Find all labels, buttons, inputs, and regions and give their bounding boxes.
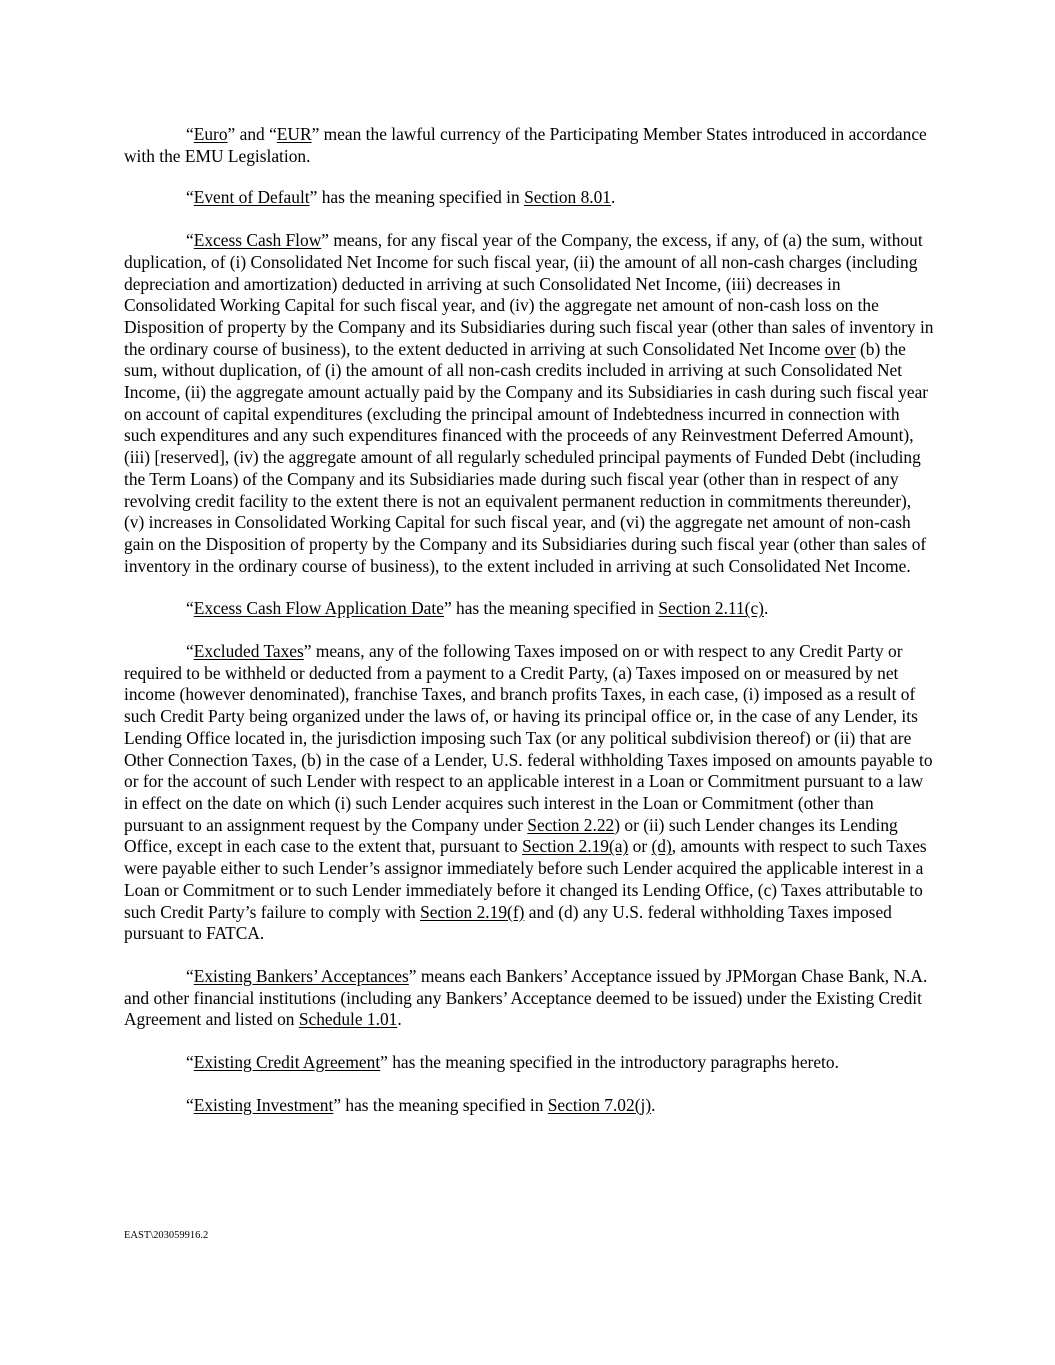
defined-term-excess-cash-flow: Excess Cash Flow xyxy=(193,230,322,251)
section-reference: Section 2.19(a) xyxy=(522,836,629,857)
section-reference: Section 2.19(f) xyxy=(420,901,525,922)
definition-existing-bankers-acceptances: “Existing Bankers’ Acceptances” means each Bankers’ Acceptance issued by JPMorgan Chase Bank, N.A. and other financial institutions (including any Bankers’ Acceptance deemed to be issued) under the Existing Credit Agreement and listed on Schedule 1.01. xyxy=(124,965,928,1030)
defined-term-existing-credit-agreement: Existing Credit Agreement xyxy=(193,1052,381,1073)
section-reference: Section 8.01 xyxy=(524,187,612,208)
definition-excess-cash-flow-application-date: “Excess Cash Flow Application Date” has the meaning specified in Section 2.11(c). xyxy=(186,598,769,619)
defined-term-existing-bankers-acceptances: Existing Bankers’ Acceptances xyxy=(193,965,409,986)
defined-term-existing-investment: Existing Investment xyxy=(193,1094,334,1115)
section-reference: (d) xyxy=(651,836,672,857)
defined-term-excluded-taxes: Excluded Taxes xyxy=(193,641,304,662)
document-id-footer: EAST\203059916.2 xyxy=(124,1230,209,1241)
definition-excluded-taxes: “Excluded Taxes” means, any of the following Taxes imposed on or with respect to any Credit Party or required to be withheld or deducted from a payment to a Credit Party, (a) Taxes imposed on or measured by net income (however denominated), franchise Taxes, and branch profits Taxes, in each case, (i) imposed as a result of such Credit Party being organized under the laws of, or having its principal office or, in the case of any Lender, its Lending Office located in, the jurisdiction imposing such Tax (or any political subdivision thereof) or (ii) that are Other Connection Taxes, (b) in the case of a Lender, U.S. federal withholding Taxes imposed on amounts payable to or for the account of such Lender with respect to an applicable interest in a Loan or Commitment pursuant to a law in effect on the date on which (i) such Lender acquires such interest in the Loan or Commitment (other than pursuant to an assignment request by the Company under Section 2.22) or (ii) such Lender changes its Lending Office, except in each case to the extent that, pursuant to Section 2.19(a) or (d), amounts with respect to such Taxes were payable either to such Lender’s assignor immediately before such Lender acquired the applicable interest in a Loan or Commitment or to such Lender immediately before it changed its Lending Office, (c) Taxes attributable to such Credit Party’s failure to comply with Section 2.19(f) and (d) any U.S. federal withholding Taxes imposed pursuant to FATCA. xyxy=(124,641,933,944)
defined-term-event-of-default: Event of Default xyxy=(193,187,310,208)
schedule-reference: Schedule 1.01 xyxy=(298,1009,398,1030)
definition-existing-investment: “Existing Investment” has the meaning specified in Section 7.02(j). xyxy=(186,1094,656,1115)
emphasis-over: over xyxy=(824,338,856,359)
defined-term-euro: Euro xyxy=(193,124,228,144)
section-reference: Section 7.02(j) xyxy=(547,1094,652,1115)
defined-term-eur: EUR xyxy=(276,124,312,144)
section-reference: Section 2.11(c) xyxy=(658,598,764,619)
defined-term-excess-cash-flow-application-date: Excess Cash Flow Application Date xyxy=(193,598,444,619)
definition-excess-cash-flow: “Excess Cash Flow” means, for any fiscal year of the Company, the excess, if any, of (a) the sum, without duplication, of (i) Consolidated Net Income for such fiscal year, (ii) the amount of all non-cash charges (including depreciation and amortization) deducted in arriving at such Consolidated Net Income, (iii) decreases in Consolidated Working Capital for such fiscal year, and (iv) the aggregate net amount of non-cash loss on the Disposition of property by the Company and its Subsidiaries during such fiscal year (other than sales of inventory in the ordinary course of business), to the extent deducted in arriving at such Consolidated Net Income over (b) the sum, without duplication, of (i) the amount of all non-cash credits included in arriving at such Consolidated Net Income, (ii) the aggregate amount actually paid by the Company and its Subsidiaries in cash during such fiscal year on account of capital expenditures (excluding the principal amount of Indebtedness incurred in connection with such expenditures and any such expenditures financed with the proceeds of any Reinvestment Deferred Amount), (iii) [reserved], (iv) the aggregate amount of all regularly scheduled principal payments of Funded Debt (including the Term Loans) of the Company and its Subsidiaries made during such fiscal year (other than in respect of any revolving credit facility to the extent there is not an equivalent permanent reduction in commitments thereunder), (v) increases in Consolidated Working Capital for such fiscal year, and (vi) the aggregate net amount of non-cash gain on the Disposition of property by the Company and its Subsidiaries during such fiscal year (other than sales of inventory in the ordinary course of business), to the extent included in arriving at such Consolidated Net Income. xyxy=(124,230,934,576)
section-reference: Section 2.22 xyxy=(527,814,615,835)
definition-event-of-default: “Event of Default” has the meaning specified in Section 8.01. xyxy=(186,187,616,208)
document-page xyxy=(124,124,934,1137)
definition-euro: “Euro” and “EUR” mean the lawful currency of the Participating Member States introduced in accordance with the EMU Legislation. xyxy=(124,124,927,166)
definition-existing-credit-agreement: “Existing Credit Agreement” has the meaning specified in the introductory paragraphs hereto. xyxy=(186,1052,839,1073)
